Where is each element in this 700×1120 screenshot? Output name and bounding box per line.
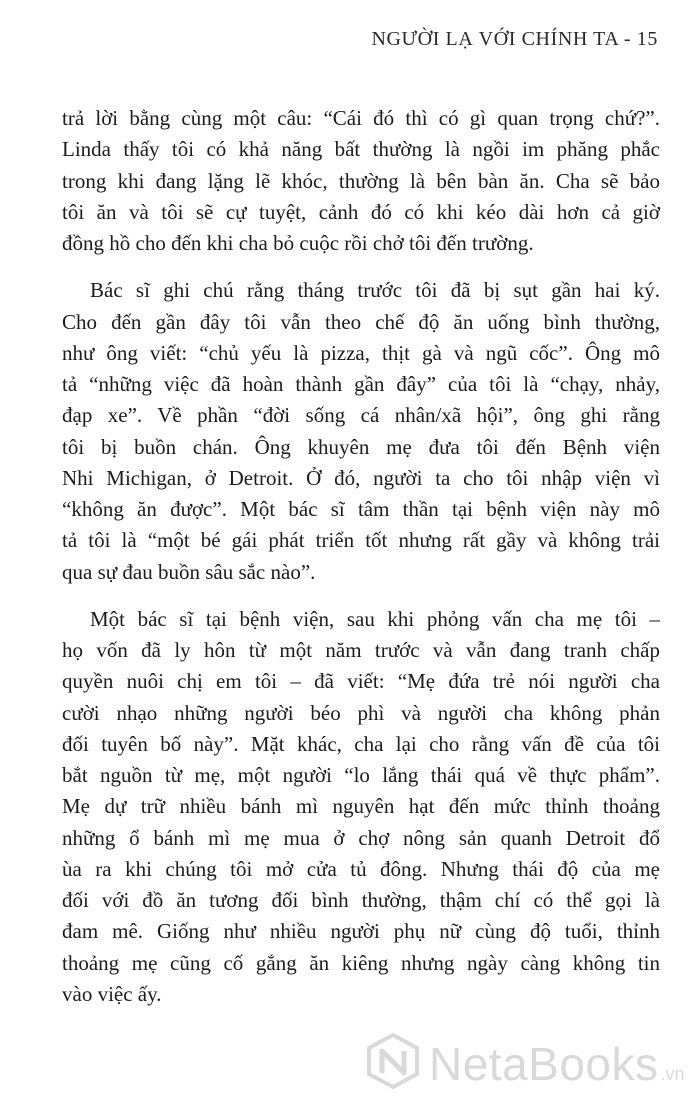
text-line: đạp xe”. Về phần “đời sống cá nhân/xã hội”, ông ghi rằng — [62, 403, 660, 428]
text-line: qua sự đau buồn sâu sắc nào”. — [62, 559, 316, 584]
text-line: Linda thấy tôi có khả năng bất thường là ngồi im phăng phắc — [62, 137, 660, 162]
text-line: vào việc ấy. — [62, 981, 162, 1006]
text-line: tả “những việc đã hoàn thành gần đây” của tôi là “chạy, nhảy, — [62, 372, 660, 396]
text-line: bắt nguồn từ mẹ, một người “lo lắng thái quá về thực phẩm”. — [62, 763, 660, 787]
text-line: đối với đồ ăn tương đối bình thường, thậm chí có thể gọi là — [62, 888, 660, 912]
text-line: cười nhạo những người béo phì và người cha không phản — [62, 700, 660, 725]
netabooks-watermark — [365, 1032, 685, 1095]
text-line: tôi ăn và tôi sẽ cự tuyệt, cảnh đó có khi kéo dài hơn cả giờ — [62, 199, 660, 224]
text-line: Mẹ dự trữ nhiều bánh mì nguyên hạt đến mức thỉnh thoảng — [62, 794, 660, 819]
netabooks-logo-icon — [365, 1032, 421, 1095]
text-line: trong khi đang lặng lẽ khóc, thường là bên bàn ăn. Cha sẽ bảo — [62, 168, 660, 193]
body-text — [62, 103, 660, 1010]
text-line: thoảng mẹ cũng cố gắng ăn kiêng nhưng ngày càng không tin — [62, 950, 660, 975]
text-line: Cho đến gần đây tôi vẫn theo chế độ ăn uống bình thường, — [62, 309, 660, 334]
text-line: đồng hồ cho đến khi cha bỏ cuộc rồi chở tôi đến trường. — [62, 231, 534, 255]
paragraph-2 — [62, 275, 660, 588]
watermark-brand: NetaBooks — [429, 1037, 659, 1090]
text-line: trả lời bằng cùng một câu: “Cái đó thì có gì quan trọng chứ?”. — [62, 106, 660, 130]
text-line: đam mê. Giống như nhiều người phụ nữ cùng độ tuổi, thỉnh — [62, 919, 660, 944]
paragraph-gap — [62, 588, 660, 604]
text-line: những ổ bánh mì mẹ mua ở chợ nông sản quanh Detroit đổ — [62, 825, 660, 850]
paragraph-gap — [62, 259, 660, 275]
text-line: quyền nuôi chị em tôi – đã viết: “Mẹ đứa trẻ nói người cha — [62, 669, 660, 694]
text-line: Bác sĩ ghi chú rằng tháng trước tôi đã bị sụt gần hai ký. — [90, 278, 660, 303]
paragraph-3 — [62, 604, 660, 1010]
text-line: Nhi Michigan, ở Detroit. Ở đó, người ta cho tôi nhập viện vì — [62, 465, 660, 490]
text-line: “không ăn được”. Một bác sĩ tâm thần tại bệnh viện này mô — [62, 497, 660, 521]
text-line: ùa ra khi chúng tôi mở cửa tủ đông. Nhưng thái độ của mẹ — [62, 856, 660, 881]
text-line: tả tôi là “một bé gái phát triển tốt nhưng rất gầy và không trải — [62, 528, 660, 553]
text-line: đối tuyên bố này”. Mặt khác, cha lại cho rằng vấn đề của tôi — [62, 731, 660, 756]
watermark-suffix: .vn — [660, 1064, 685, 1084]
text-line: như ông viết: “chủ yếu là pizza, thịt gà và ngũ cốc”. Ông mô — [62, 340, 660, 365]
running-header: NGƯỜI LẠ VỚI CHÍNH TA - 15 — [371, 28, 658, 50]
paragraph-1 — [62, 103, 660, 259]
text-line: Một bác sĩ tại bệnh viện, sau khi phỏng vấn cha mẹ tôi – — [90, 606, 660, 631]
text-line: họ vốn đã ly hôn từ một năm trước và vẫn đang tranh chấp — [62, 638, 660, 662]
text-line: tôi bị buồn chán. Ông khuyên mẹ đưa tôi đến Bệnh viện — [62, 434, 660, 459]
